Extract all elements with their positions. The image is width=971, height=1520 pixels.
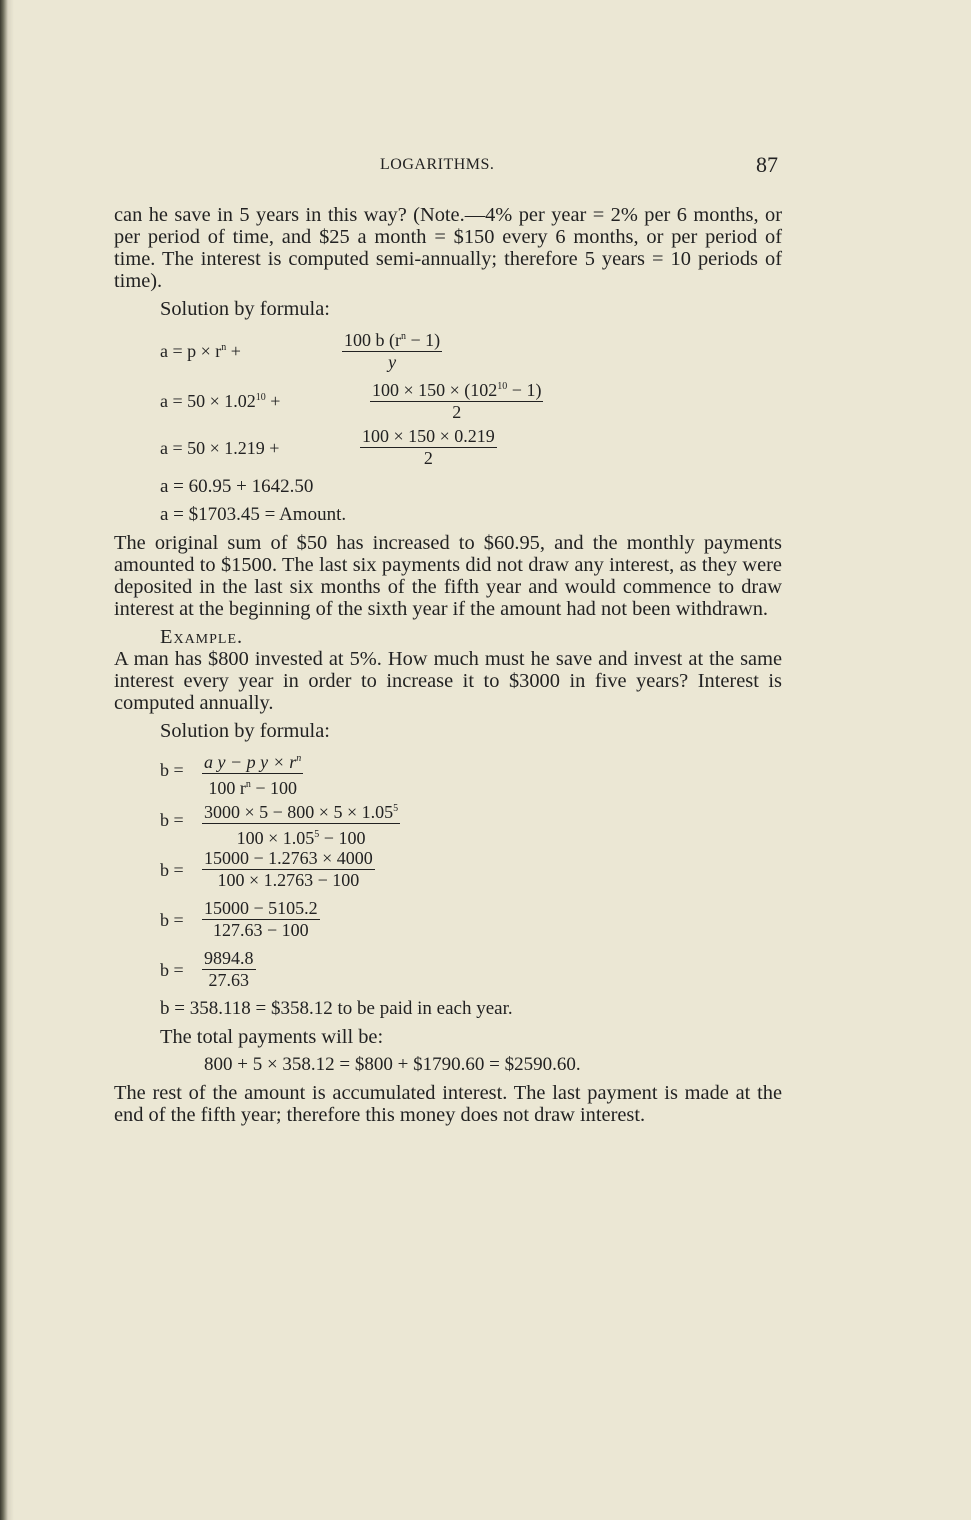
equation-b5: b = $\frac{9894.8}{27.63}$ [160,948,254,990]
paragraph-solution-heading-2: Solution by formula: [160,720,330,742]
equation-b4: b = $\frac{15000 - 5105.2}{127.63 - 100}$ [160,898,318,940]
equation-a4: a = 60.95 + 1642.50 [160,476,314,497]
paragraph-note: can he save in 5 years in this way? (Note.—4% per year = 2% per 6 months, or per period of time, and $25 a month = $150 every 6 months, or per period of time. The interest is computed semi-annually; therefore 5 years = 10 periods of time). [114,204,782,292]
equation-b3: b = $\frac{15000 - 1.2763 \times 4000}{100 \times 1.2763 - 100}$ [160,848,373,890]
running-head: LOGARITHMS. [380,156,495,173]
paragraph-solution-heading: Solution by formula: [160,298,330,320]
equation-total: 800 + 5 × 358.12 = $800 + $1790.60 = $2590.60. [204,1054,581,1075]
equation-b1: b = $\frac{a y - p y \times r^n}{100 r^n - 100}$ [114,748,782,792]
page-binding-edge [0,0,14,1520]
equation-a3: a = 50 × 1.219 + $\frac{100 \times 150 \times 0.219}{2}$ [160,426,495,468]
equation-a1: $a = p \times r^n$ + $\frac{100 b (r^n - 1)}{y}$ [114,326,782,370]
paragraph-total-payments: The total payments will be: [160,1026,384,1048]
equation-a5: a = $1703.45 = Amount. [160,504,347,525]
equation-b6: b = 358.118 = $358.12 to be paid in each year. [160,998,513,1019]
page-number: 87 [756,152,778,177]
equation-a2: $a = 50 \times 1.02^{10}$ + $\frac{100 \times 150 \times (102^{10} - 1)}{2}$ [114,376,782,420]
paragraph-example: A man has $800 invested at 5%. How much must he save and invest at the same interest every year in order to increase it to $3000 in five years? Interest is computed annually. [114,648,782,714]
page-body [114,204,782,1126]
page-header [0,152,971,182]
equation-b2: b = $\frac{3000 \times 5 - 800 \times 5 \times 1.05^5}{100 \times 1.05^5 - 100}$ [114,798,782,842]
example-heading: Example. [160,626,244,648]
paragraph-rest: The rest of the amount is accumulated interest. The last payment is made at the end of the fifth year; therefore this money does not draw interest. [114,1082,782,1126]
paragraph-original-sum: The original sum of $50 has increased to $60.95, and the monthly payments amounted to $1500. The last six payments did not draw any interest, as they were deposited in the last six months of the fifth year and would commence to draw interest at the beginning of the sixth year if the amount had not been withdrawn. [114,532,782,620]
